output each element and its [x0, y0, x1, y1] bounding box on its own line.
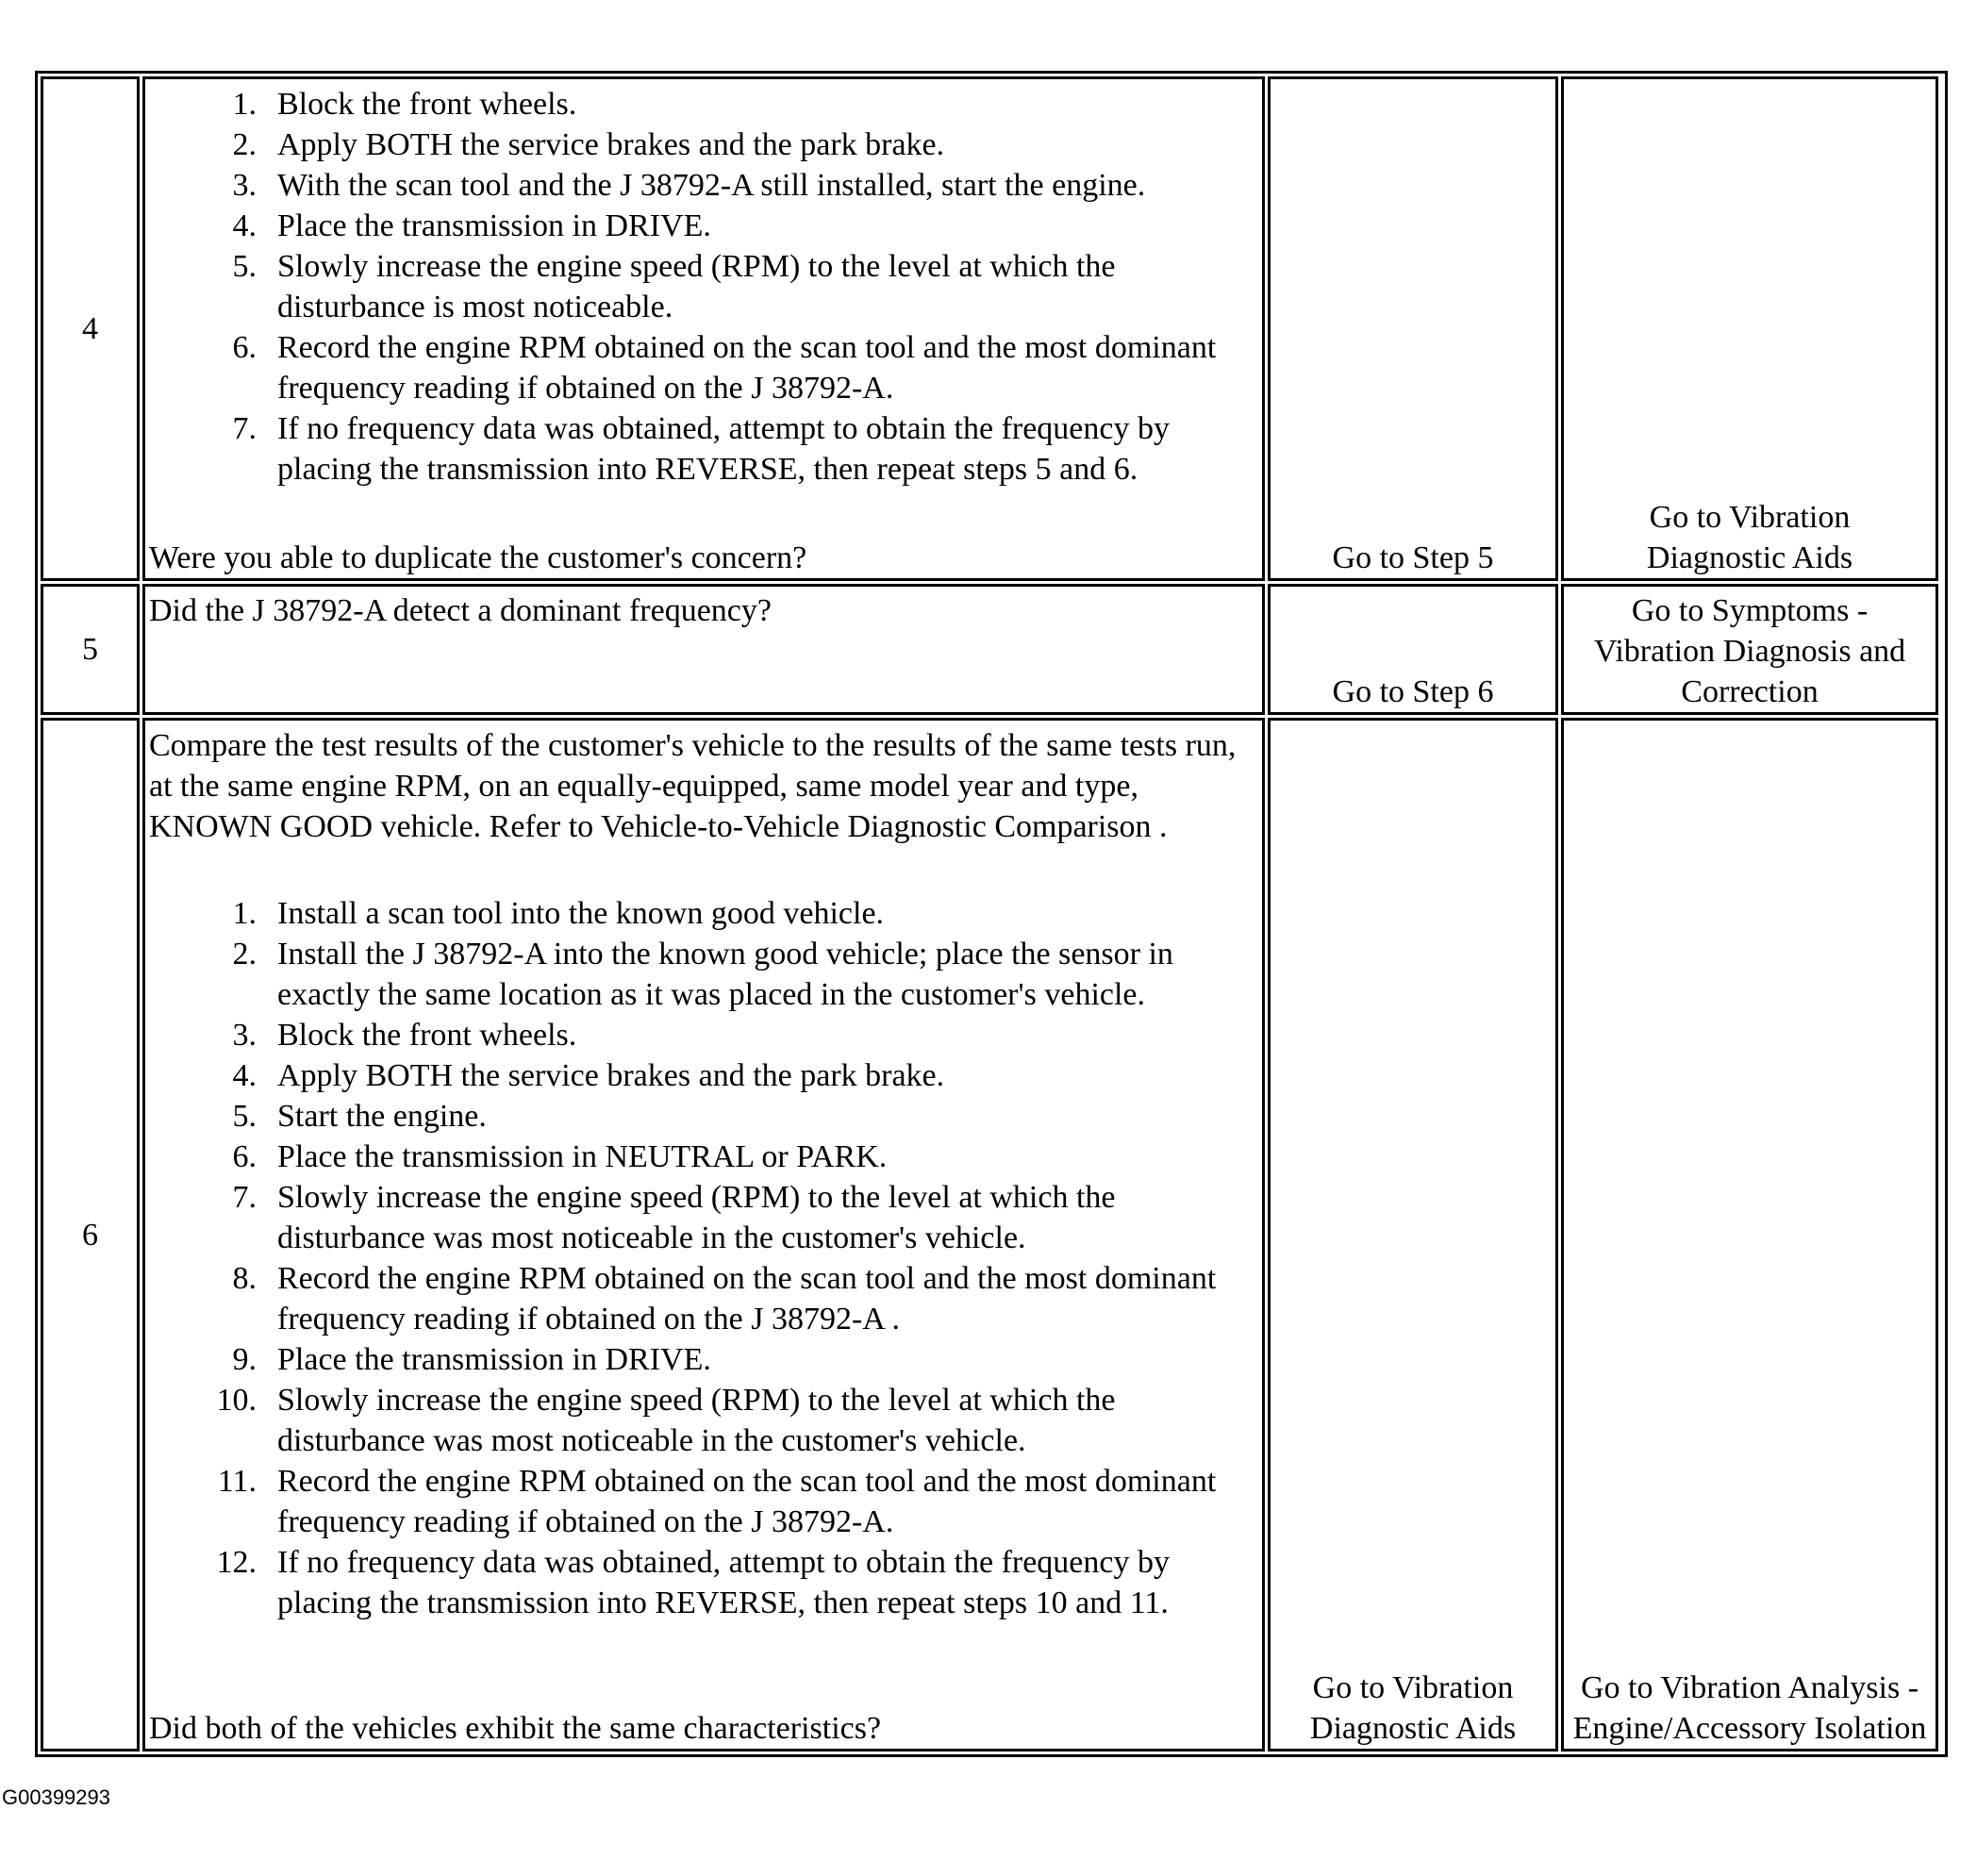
no-action-link[interactable]: Go to Vibration Diagnostic Aids	[1646, 500, 1853, 575]
procedure-step-number: 10.	[216, 1383, 257, 1418]
procedure-step	[149, 1055, 1256, 1096]
no-cell	[1561, 718, 1938, 1751]
no-action-link[interactable]: Go to Symptoms - Vibration Diagnosis and Correction	[1593, 593, 1906, 709]
procedure-step	[149, 84, 1256, 125]
procedure-step-number: 3.	[232, 168, 257, 203]
procedure-step	[149, 206, 1256, 246]
yes-action-link[interactable]: Go to Vibration Diagnostic Aids	[1309, 1670, 1517, 1746]
figure-id: G00399293	[2, 1785, 110, 1809]
procedure-step-text: Apply BOTH the service brakes and the park brake.	[277, 127, 945, 162]
no-action-link[interactable]: Go to Vibration Analysis - Engine/Accessory Isolation	[1572, 1670, 1927, 1746]
procedure-step	[149, 1258, 1256, 1339]
procedure-step-number: 5.	[232, 1099, 257, 1134]
procedure-step-text: Block the front wheels.	[277, 87, 577, 122]
procedure-step-text: Slowly increase the engine speed (RPM) to the level at which the disturbance was most noticeable in the customer's vehicle.	[277, 1383, 1116, 1458]
procedure-step-text: Record the engine RPM obtained on the scan tool and the most dominant frequency reading if obtained on the J 38792-A.	[277, 330, 1217, 406]
procedure-step-number: 3.	[232, 1018, 257, 1053]
procedure-step-number: 5.	[232, 249, 257, 284]
procedure-step-text: Place the transmission in DRIVE.	[277, 208, 711, 243]
procedure-step-text: With the scan tool and the J 38792-A still installed, start the engine.	[277, 168, 1146, 203]
procedure-step-number: 2.	[232, 127, 257, 162]
procedure-step	[149, 1380, 1256, 1461]
yes-cell	[1268, 718, 1558, 1751]
step-intro: Compare the test results of the customer's vehicle to the results of the same tests run, at the same engine RPM, on an equally-equipped, same model year and type, KNOWN GOOD vehicle. Refer to Vehicle-to-Vehicle Diagnostic Comparison .	[149, 728, 1237, 844]
yes-action-link[interactable]: Go to Step 5	[1332, 540, 1494, 575]
procedure-step-text: Record the engine RPM obtained on the scan tool and the most dominant frequency reading if obtained on the J 38792-A.	[277, 1464, 1217, 1539]
procedure-step-number: 6.	[232, 330, 257, 365]
step-number: 6	[82, 1217, 98, 1253]
procedure-step	[149, 1339, 1256, 1380]
procedure-step	[149, 125, 1256, 165]
procedure-step	[149, 1461, 1256, 1542]
procedure-step-text: Place the transmission in DRIVE.	[277, 1342, 711, 1377]
step-number: 4	[82, 311, 98, 346]
procedure-step-text: Slowly increase the engine speed (RPM) to the level at which the disturbance was most noticeable in the customer's vehicle.	[277, 1180, 1116, 1255]
procedure-step	[149, 1096, 1256, 1137]
procedure-step-number: 4.	[232, 1058, 257, 1093]
procedure-step	[149, 1137, 1256, 1177]
yes-action-link[interactable]: Go to Step 6	[1332, 674, 1494, 709]
procedure-step-number: 1.	[232, 896, 257, 931]
step-number-cell	[41, 718, 140, 1751]
procedure-list	[149, 84, 1256, 490]
procedure-step-text: If no frequency data was obtained, attempt to obtain the frequency by placing the transmission into REVERSE, then repeat steps 10 and 11.	[277, 1545, 1170, 1620]
step-number-cell	[41, 76, 140, 581]
procedure-step-number: 8.	[232, 1261, 257, 1296]
procedure-step-number: 1.	[232, 87, 257, 122]
step-question: Did both of the vehicles exhibit the same characteristics?	[149, 1711, 882, 1746]
procedure-step	[149, 165, 1256, 206]
procedure-step-text: Block the front wheels.	[277, 1018, 577, 1053]
procedure-step	[149, 246, 1256, 327]
procedure-step-text: Apply BOTH the service brakes and the park brake.	[277, 1058, 945, 1093]
procedure-step	[149, 408, 1256, 490]
procedure-step	[149, 1177, 1256, 1258]
step-action-cell	[142, 584, 1265, 715]
procedure-step	[149, 893, 1256, 934]
yes-cell	[1268, 76, 1558, 581]
procedure-step-text: Place the transmission in NEUTRAL or PARK.	[277, 1139, 888, 1174]
procedure-step-text: Install a scan tool into the known good vehicle.	[277, 896, 885, 931]
procedure-step-text: If no frequency data was obtained, attempt to obtain the frequency by placing the transmission into REVERSE, then repeat steps 5 and 6.	[277, 411, 1170, 487]
procedure-step-number: 7.	[232, 411, 257, 446]
procedure-step	[149, 327, 1256, 408]
procedure-step-number: 9.	[232, 1342, 257, 1377]
step-question: Were you able to duplicate the customer's concern?	[149, 540, 807, 575]
step-action-cell	[142, 718, 1265, 1751]
procedure-step-number: 7.	[232, 1180, 257, 1215]
step-action-cell	[142, 76, 1265, 581]
procedure-step-number: 6.	[232, 1139, 257, 1174]
yes-cell	[1268, 584, 1558, 715]
procedure-step	[149, 1542, 1256, 1623]
step-number: 5	[82, 632, 98, 667]
procedure-step-number: 4.	[232, 208, 257, 243]
procedure-step-text: Record the engine RPM obtained on the scan tool and the most dominant frequency reading if obtained on the J 38792-A .	[277, 1261, 1217, 1336]
no-cell	[1561, 584, 1938, 715]
step-question: Did the J 38792-A detect a dominant frequency?	[149, 593, 772, 628]
procedure-step-number: 11.	[217, 1464, 257, 1499]
step-number-cell	[41, 584, 140, 715]
procedure-step-text: Install the J 38792-A into the known good vehicle; place the sensor in exactly the same location as it was placed in the customer's vehicle.	[277, 937, 1173, 1012]
procedure-step	[149, 934, 1256, 1015]
procedure-step-number: 12.	[216, 1545, 257, 1580]
procedure-step-text: Start the engine.	[277, 1099, 487, 1134]
procedure-step	[149, 1015, 1256, 1055]
procedure-list	[149, 893, 1256, 1623]
no-cell	[1561, 76, 1938, 581]
procedure-step-number: 2.	[232, 937, 257, 971]
procedure-step-text: Slowly increase the engine speed (RPM) to the level at which the disturbance is most noticeable.	[277, 249, 1116, 324]
